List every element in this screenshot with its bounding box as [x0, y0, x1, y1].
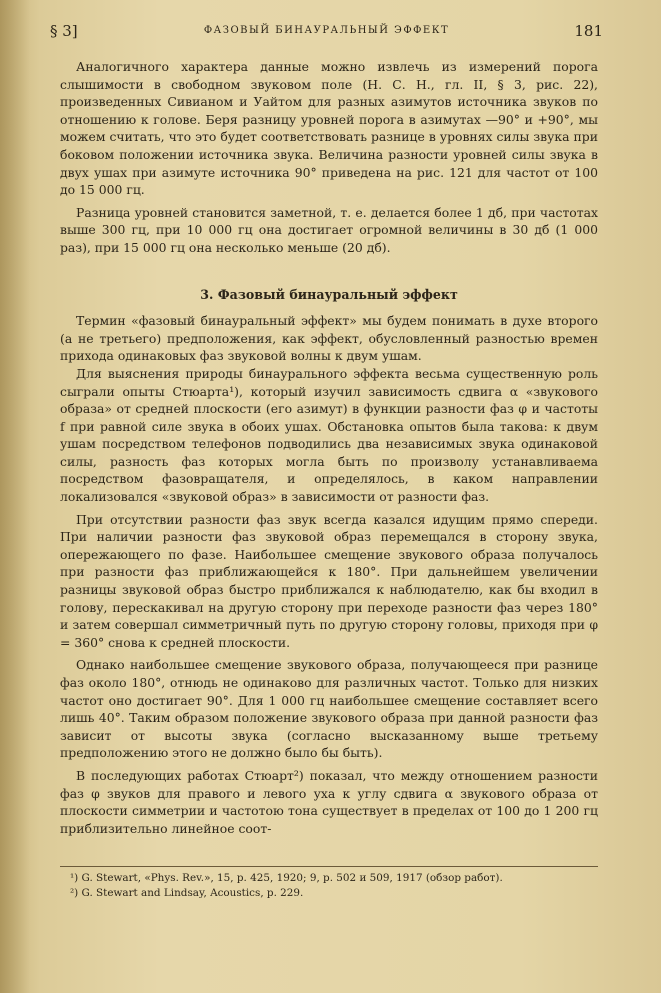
header-section: § 3]: [50, 22, 78, 40]
paragraph: В последующих работах Стюарт²) показал, что между отношением разности фаз φ звуков для правого и левого уха к углу сдвига α звукового образа от плоскости симметрии и частотою тона существует в пределах от 100 до 1 200 гц приблизительно линейное соот-: [60, 767, 598, 836]
footnote: ¹) G. Stewart, «Phys. Rev.», 15, p. 425, 1920; 9, p. 502 и 509, 1917 (обзор работ).: [70, 872, 503, 884]
paragraph: При отсутствии разности фаз звук всегда казался идущим прямо спереди. При наличии разности фаз звуковой образ перемещался в сторону звука, опережающего по фазе. Наибольшее смещение звукового образа получалось при разности фаз приближающейся к 180°. При дальнейшем увеличении разницы звуковой образ быстро приближался к наблюдателю, как бы входил в голову, перескакивал на другую сторону при переходе разности фаз через 180° и затем совершал симметричный путь по другую сторону головы, приходя при φ = 360° снова к средней плоскости.: [60, 511, 598, 650]
header-title: ФАЗОВЫЙ БИНАУРАЛЬНЫЙ ЭФФЕКТ: [203, 25, 450, 36]
paragraph: Термин «фазовый бинауральный эффект» мы будем понимать в духе второго (а не третьего) предположения, как эффект, обусловленный разностью времен прихода одинаковых фаз звуковой волны к двум ушам.: [60, 313, 598, 364]
body-text: [60, 58, 598, 837]
paragraph: Однако наибольшее смещение звукового образа, получающееся при разнице фаз около 180°, отнюдь не одинаково для различных частот. Только для низких частот оно достигает 90°. Для 1 000 гц наибольшее смещение составляет всего лишь 40°. Таким образом положение звукового образа при данной разности фаз зависит от высоты звука (согласно высказанному выше третьему предположению этого не должно было бы быть).: [60, 657, 598, 761]
binding-shadow: [0, 0, 30, 993]
footnote: ²) G. Stewart and Lindsay, Acoustics, p. 229.: [70, 887, 304, 899]
footnotes: [60, 866, 598, 901]
paragraph: Для выяснения природы бинаурального эффекта весьма существенную роль сыграли опыты Стюарта¹), который изучил зависимость сдвига α «звукового образа» от средней плоскости (его азимут) в функции разности фаз φ и частоты f при равной силе звука в обоих ушах. Обстановка опытов была такова: к двум ушам посредством телефонов подводились два независимых звука одинаковой силы, разность фаз которых могла быть по произволу устанавливаема посредством фазовращателя, и определялось, в каком направлении локализовался «звуковой образ» в зависимости от разности фаз.: [60, 365, 598, 505]
paragraph: Разница уровней становится заметной, т. е. делается более 1 дб, при частотах выше 300 гц, при 10 000 гц она достигает огромной величины в 30 дб (1 000 раз), при 15 000 гц она несколько меньше (20 дб).: [60, 204, 598, 255]
running-header: [50, 22, 603, 46]
paragraph: Аналогичного характера данные можно извлечь из измерений порога слышимости в свободном звуковом поле (Н. С. Н., гл. II, § 3, рис. 22), произведенных Сивианом и Уайтом для разных азимутов источника звуков по отношению к голове. Беря разницу уровней порога в азимутах —90° и +90°, мы можем считать, что это будет соответствовать разнице в уровнях силы звука при боковом положении источника звука. Величина разности уровней силы звука в двух ушах при азимуте источника 90° приведена на рис. 121 для частот от 100 до 15 000 гц.: [60, 59, 598, 198]
section-heading: 3. Фазовый бинауральный эффект: [200, 286, 458, 302]
page-number: 181: [574, 22, 603, 40]
